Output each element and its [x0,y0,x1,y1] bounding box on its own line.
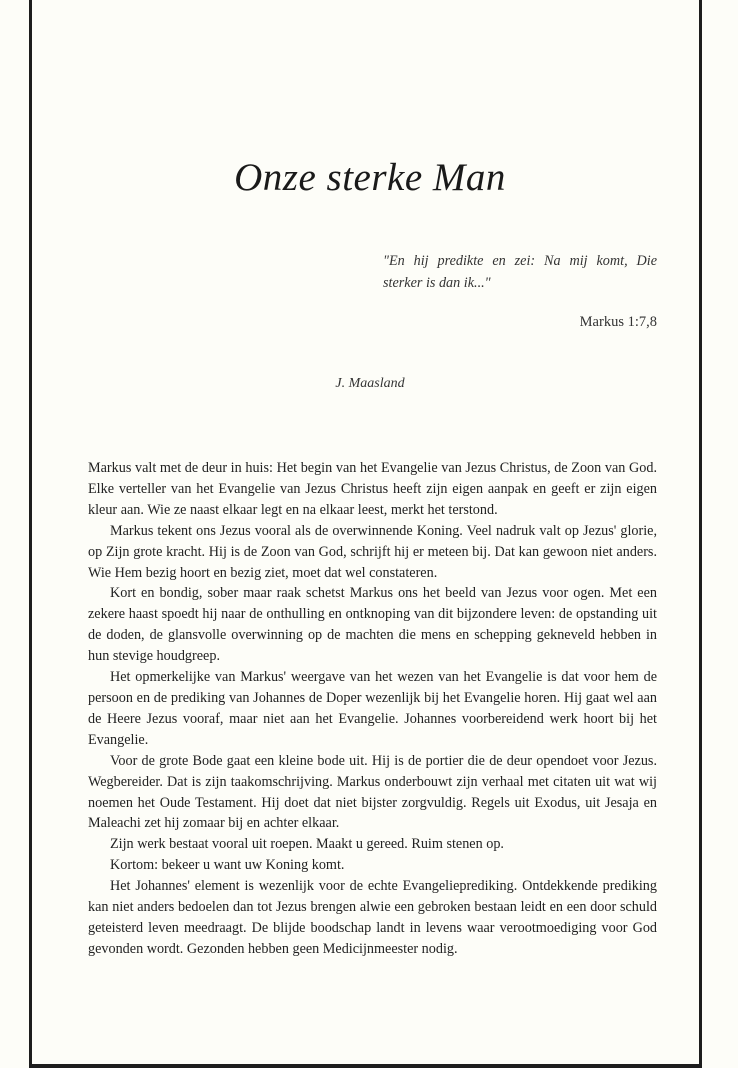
scan-edge-left [29,0,32,1068]
paragraph: Markus tekent ons Jezus vooral als de overwinnende Koning. Veel nadruk valt op Jezus' glorie, op Zijn grote kracht. Hij is de Zoon van God, schrijft hij er meteen bij. Dat kan gewoon niet anders. Wie Hem bezig hoort en bezig ziet, moet dat wel constateren. [88,522,657,581]
paragraph: Het Johannes' element is wezenlijk voor de echte Evangelieprediking. Ontdekkende prediking kan niet anders bedoelen dan tot Jezus brengen alwie een gebroken bestaan leidt en een door schuld geteisterd leven meedraagt. De blijde boodschap landt in levens waar verootmoediging voor God gevonden wordt. Gezonden hebben geen Medicijnmeester nodig. [88,878,657,957]
scan-edge-bottom [29,1064,702,1068]
paragraph: Het opmerkelijke van Markus' weergave van het wezen van het Evangelie is dat voor hem de persoon en de prediking van Johannes de Doper wezenlijk bij het Evangelie horen. Hij gaat wel aan de Heere Jezus vooraf, maar niet aan het Evangelie. Johannes voorbereidend werk hoort bij het Evangelie. [88,669,657,748]
article-body [88,458,657,960]
paragraph: Voor de grote Bode gaat een kleine bode uit. Hij is de portier die de deur opendoet voor Jezus. Wegbereider. Dat is zijn taakomschrijving. Markus onderbouwt zijn verhaal met citaten uit wat wij noemen het Oude Testament. Hij doet dat niet bijster zorgvuldig. Regels uit Exodus, uit Jesaja en Maleachi zet hij zomaar bij en achter elkaar. [88,752,657,832]
epigraph-quote: "En hij predikte en zei: Na mij komt, Die sterker is dan ik..." [383,253,657,291]
author-name: J. Maasland [335,376,405,391]
paragraph: Zijn werk bestaat vooral uit roepen. Maakt u gereed. Ruim stenen op. [110,836,504,853]
paragraph: Markus valt met de deur in huis: Het begin van het Evangelie van Jezus Christus, de Zoon van God. Elke verteller van het Evangelie van Jezus Christus heeft zijn eigen aanpak en geeft er zijn eigen kleur aan. Wie ze naast elkaar legt en na elkaar leest, merkt het terstond. [88,460,657,518]
paragraph: Kort en bondig, sober maar raak schetst Markus ons het beeld van Jezus voor ogen. Met een zekere haast spoedt hij naar de onthulling en ontknoping van dit bijzondere leven: de opstanding uit de doden, de glansvolle overwinning op de machten die mens en schepping gekneveld hebben in hun stevige houdgreep. [88,585,657,665]
scripture-reference: Markus 1:7,8 [579,314,657,330]
paragraph: Kortom: bekeer u want uw Koning komt. [110,857,345,874]
page-title: Onze sterke Man [234,156,506,199]
scan-edge-right [699,0,702,1068]
